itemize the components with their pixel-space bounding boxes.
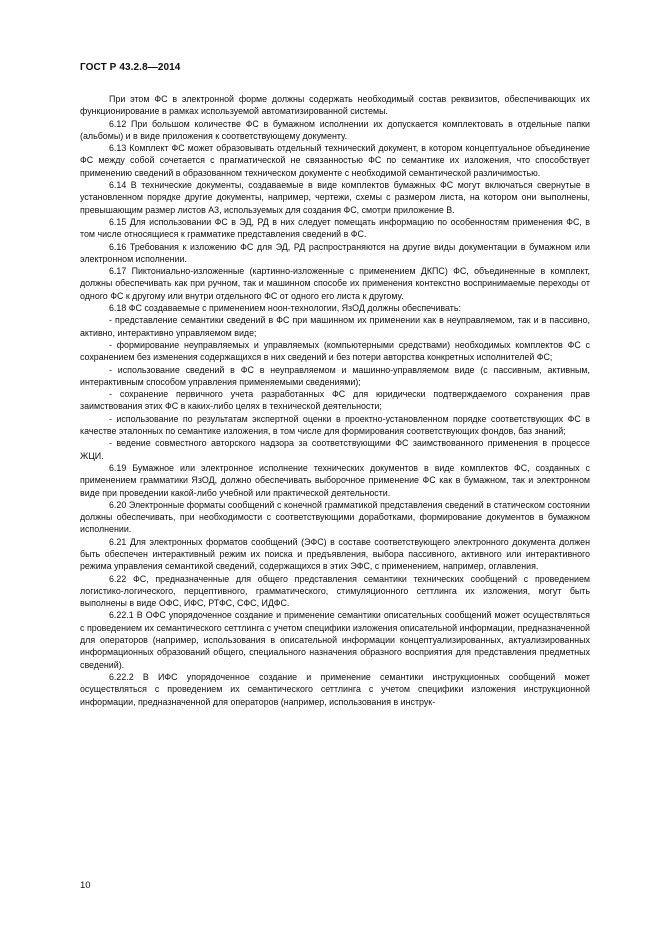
page-number: 10 [80,880,91,891]
paragraph: 6.17 Пиктониально-изложенные (картинно-изложенные с применением ДКПС) ФС, объединенные в комплект, должны обеспечивать как при ручном, так и машинном способе их применения контекстно воспринимаемые переходы от одного ФС к другому или внутри отдельного ФС от одного его листа к другому. [80,266,590,301]
paragraph: 6.19 Бумажное или электронное исполнение технических документов в виде комплектов ФС, созданных с применением грамматики ЯзОД, должно обеспечивать выборочное применение ФС как в бумажном, так и электронном виде при проведении какой-либо учебной или практической деятельности. [80,462,590,498]
page-header: ГОСТ Р 43.2.8—2014 [80,62,181,73]
list-item: - использование сведений в ФС в неуправляемом и машинно-управляемом виде (с пассивным, активным, интерактивным способом управления применяемыми сведениями); [80,364,590,387]
list-item: - представление семантики сведений в ФС при машинном их применении как в неуправляемом, так и в пассивно, активно, интерактивно управляемом виде; [80,315,590,338]
list-item: - ведение совместного авторского надзора за соответствующими ФС заимствованного применения в процессе ЖЦИ. [80,438,590,461]
paragraph: 6.14 В технические документы, создаваемые в виде комплектов бумажных ФС могут включаться свернутые в установленном порядке другие документы, например, чертежи, схемы с размером листа, на котором они выполнены, превышающим размер листов А3, используемых для создания ФС, смотри приложение В. [80,180,590,215]
paragraph: 6.22.1 В ОФС упорядоченное создание и применение семантики описательных сообщений может осуществляться с проведением их семантического сеттлинга с учетом специфики изложения описательной информации, предназначенной для операторов (например, использования в описательной информации концептуализированных, актуализированных информационных образований общего, специального назначения образного восприятия для представления предметных сведений). [80,610,590,670]
paragraph: При этом ФС в электронной форме должны содержать необходимый состав реквизитов, обеспечивающих их функционирование в рамках используемой автоматизированной системы. [80,94,590,117]
paragraph: 6.21 Для электронных форматов сообщений (ЭФС) в составе соответствующего электронного документа должен быть обеспечен интерактивный режим их поиска и предъявления, выбора пассивного, активного или интерактивного режима управления семантикой сведений, содержащихся в этих ЭФС, с применением, например, оглавления. [80,536,590,572]
list-item: - использование по результатам экспертной оценки в проектно-установленном порядке соответствующих ФС в качестве эталонных по семантике изложения, в том числе для формирования соответствующих фондов, баз знаний; [80,413,590,437]
paragraph: 6.15 Для использовании ФС в ЭД, РД в них следует помещать информацию по особенностям применения ФС, в том числе относящиеся к грамматике представления сведений в ФС. [80,216,590,240]
paragraph: 6.13 Комплект ФС может образовывать отдельный технический документ, в котором концептуальное объединение ФС между собой сочетается с прагматической не связанностью ФС по семантике их изложения, что способствует применению сведений в образованном техническом документе с необходимой семантической различимостью. [80,143,590,178]
paragraph: 6.18 ФС создаваемые с применением ноон-технологии, ЯзОД должны обеспечивать: [109,303,461,314]
paragraph: 6.16 Требования к изложению ФС для ЭД, РД распространяются на другие виды документации в бумажном или электронном исполнении. [80,241,590,264]
list-item: - формирование неуправляемых и управляемых (компьютерными средствами) необходимых комплектов ФС с сохранением без изменения содержащихся в них сведений и без потери авторства конкретных исполнителей ФС; [80,339,590,363]
document-body [80,93,590,708]
paragraph: 6.20 Электронные форматы сообщений с конечной грамматикой представления сведений в статическом состоянии должны обеспечивать, при необходимости с соответствующими доработками, формирование документов в бумажном исполнении. [80,499,590,535]
list-item: - сохранение первичного учета разработанных ФС для юридически подтверждаемого сохранения прав заимствования этих ФС в каких-либо целях в технической деятельности; [80,389,590,412]
paragraph: 6.22.2 В ИФС упорядоченное создание и применение семантики инструкционных сообщений может осуществляться с проведением их семантического сеттлинга с учетом специфики изложения инструкционной информации, предназначенной для операторов (например, использования в инструк- [80,671,590,707]
paragraph: 6.22 ФС, предназначенные для общего представления семантики технических сообщений с проведением логистико-логического, перцептивного, грамматического, стимуляционного сеттлинга их изложения, могут быть выполнены в виде ОФС, ИФС, РТФС, СФС, ИДФС. [80,573,590,609]
paragraph: 6.12 При большом количестве ФС в бумажном исполнении их допускается комплектовать в отдельные папки (альбомы) и в виде приложения к соответствующему документу. [80,118,590,141]
